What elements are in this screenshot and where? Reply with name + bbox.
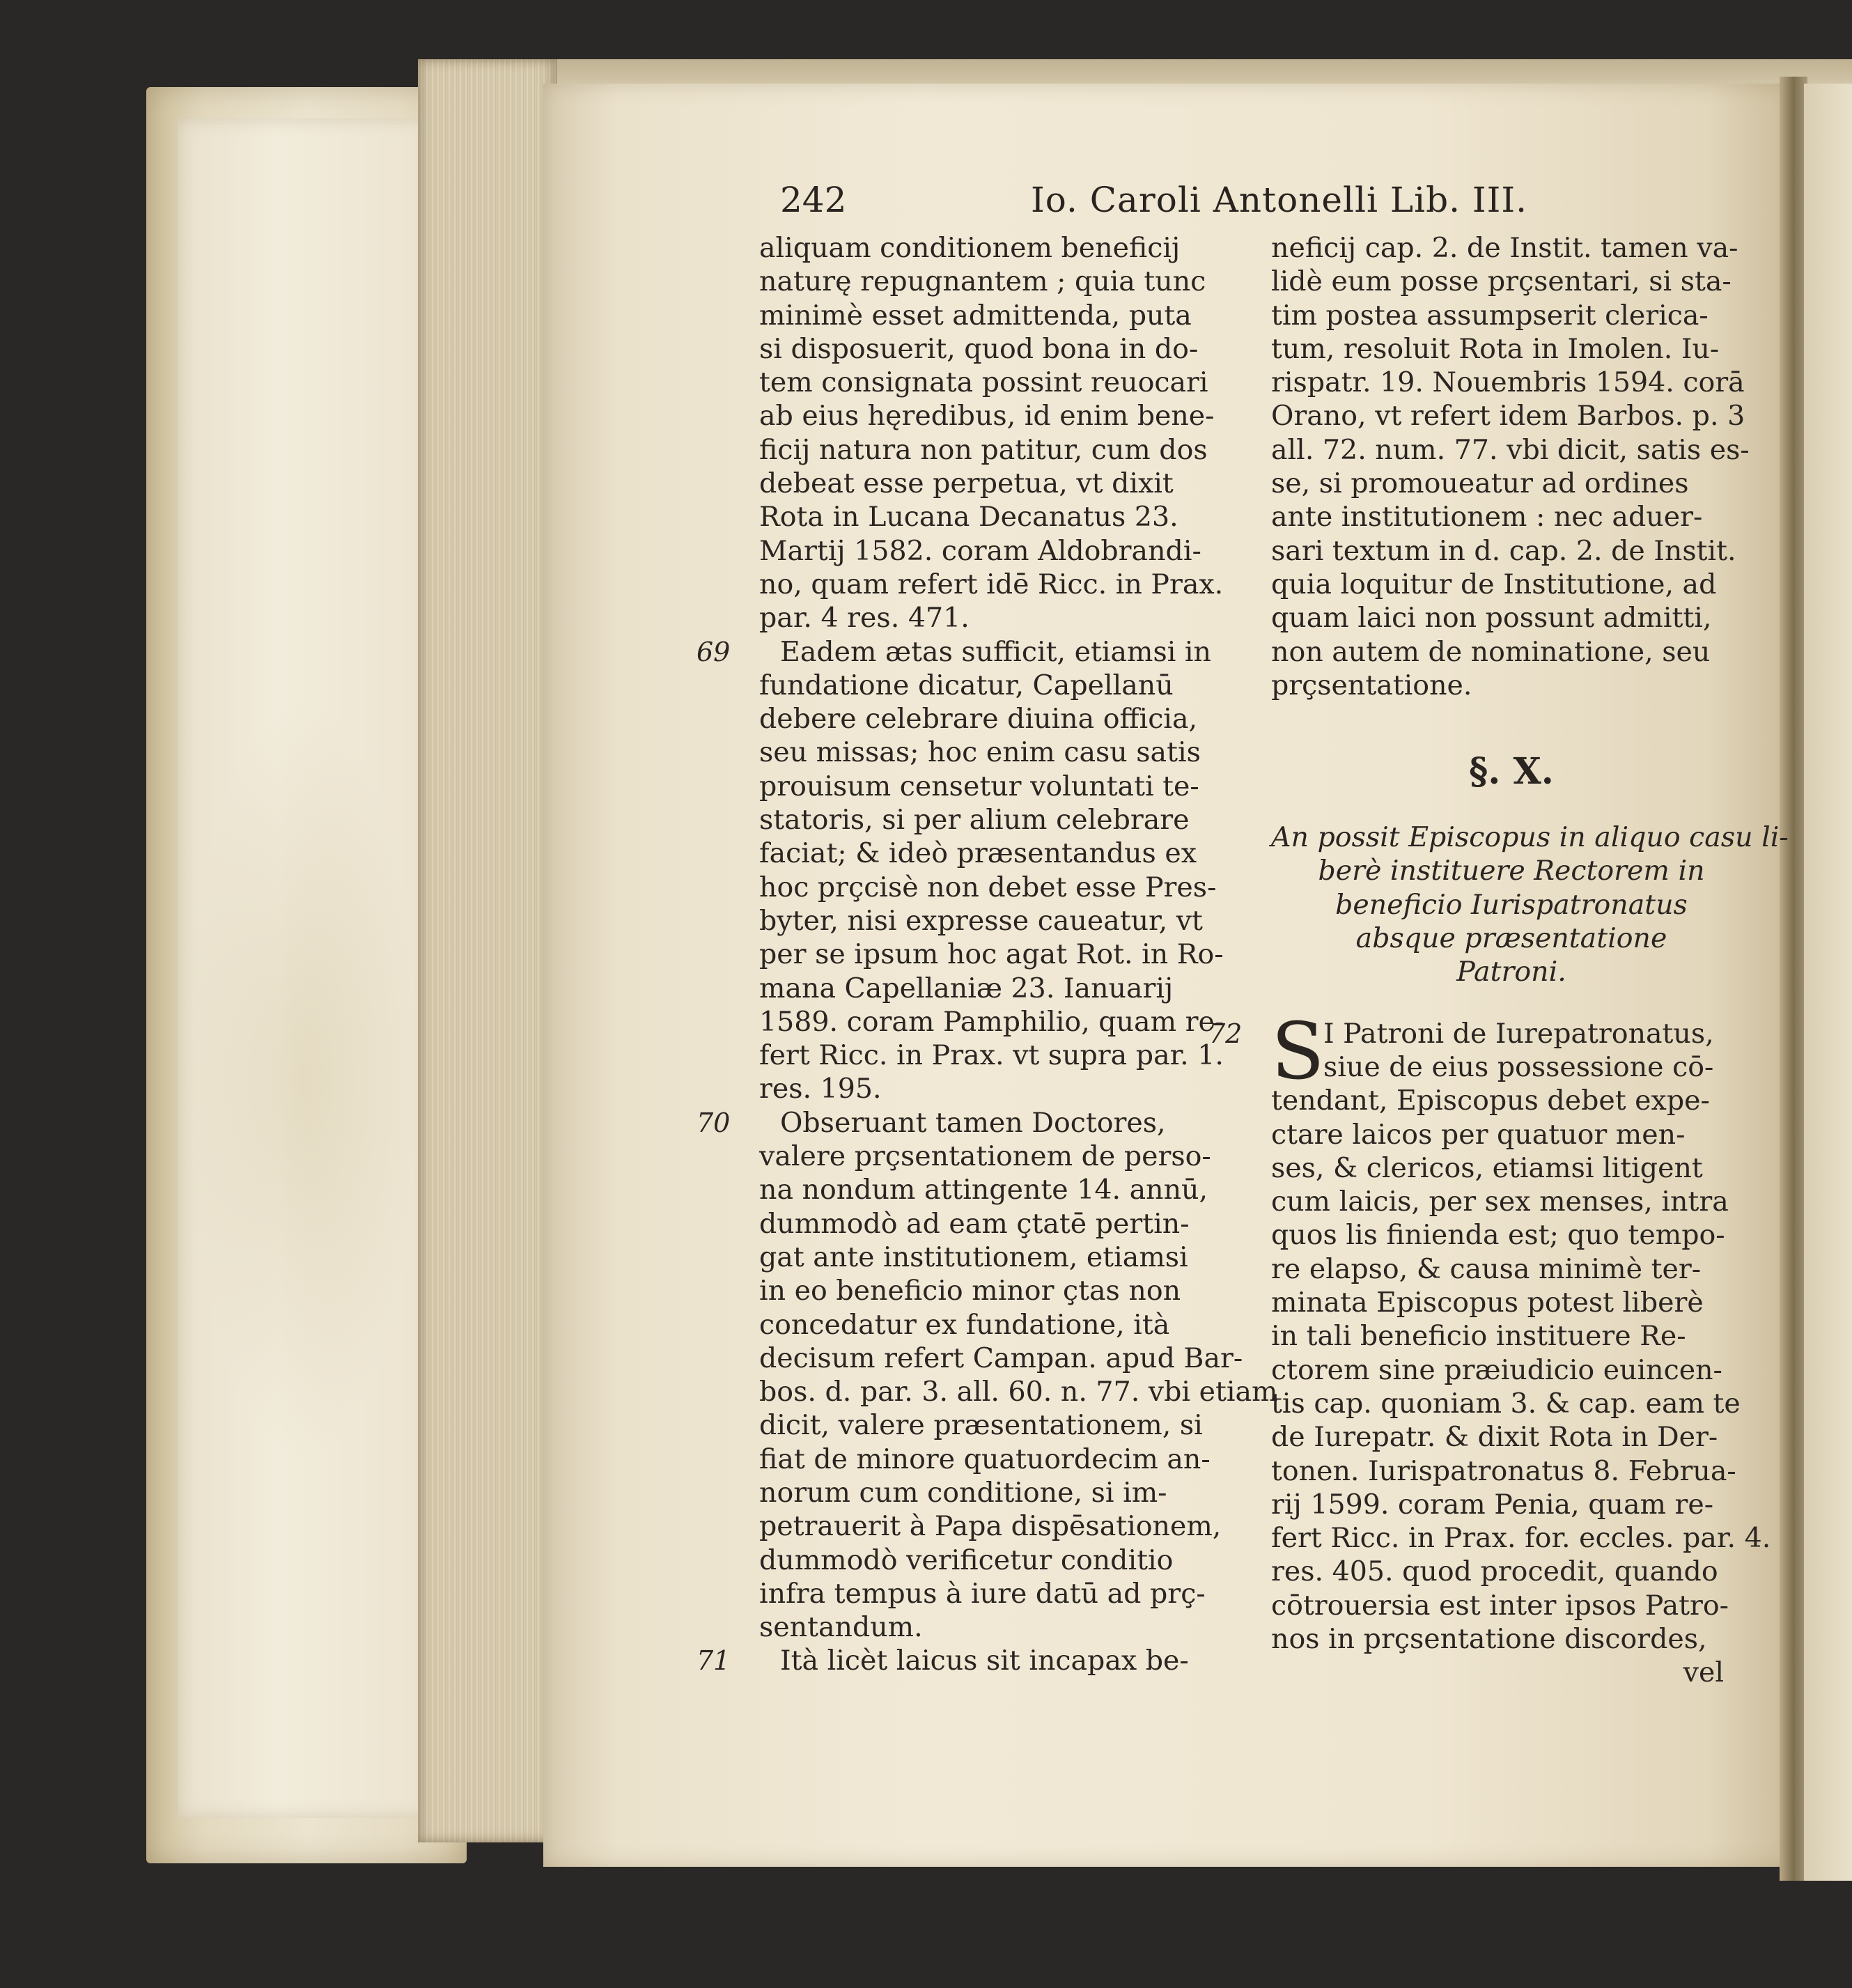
line-text: absque præsentatione	[1355, 922, 1667, 955]
text-line	[1271, 231, 1752, 265]
line-text: Ità licèt laicus sit incapax be-	[780, 1645, 1189, 1677]
line-text: rispatr. 19. Nouembris 1594. corā	[1271, 366, 1745, 399]
text-line	[1271, 568, 1752, 601]
line-text: in tali beneficio instituere Re-	[1271, 1320, 1686, 1353]
text-line	[759, 669, 1240, 702]
marginal-paragraph-number: 70	[697, 1107, 731, 1138]
line-text: re elapso, & causa minimè ter-	[1271, 1252, 1702, 1285]
text-line	[759, 265, 1240, 298]
line-text: no, quam refert idē Ricc. in Prax.	[759, 568, 1224, 600]
line-text: berè instituere Rectorem in	[1318, 855, 1705, 887]
line-text: Patroni.	[1456, 956, 1566, 988]
marginal-paragraph-number: 72	[1208, 1018, 1243, 1049]
text-line	[1271, 1118, 1752, 1151]
text-line	[1271, 854, 1752, 887]
text-line	[1271, 433, 1752, 467]
text-line	[759, 972, 1240, 1005]
running-head	[780, 180, 1644, 228]
text-line	[759, 1375, 1278, 1408]
text-line	[759, 1140, 1240, 1173]
line-text: par. 4 res. 471.	[759, 602, 970, 635]
text-line	[759, 1308, 1240, 1342]
text-line	[759, 1544, 1240, 1577]
text-line	[759, 1610, 1240, 1644]
line-text: minimè esset admittenda, puta	[759, 299, 1192, 332]
section-body	[1208, 1006, 1771, 1656]
text-line	[1271, 265, 1752, 298]
text-line	[1271, 1151, 1752, 1185]
line-text: fiat de minore quatuordecim an-	[759, 1443, 1211, 1475]
page-number: 242	[780, 180, 847, 220]
text-line	[759, 904, 1240, 938]
line-text: I Patroni de Iurepatronatus,	[1323, 1017, 1714, 1050]
line-text: Obseruant tamen Doctores,	[780, 1106, 1166, 1139]
line-text: sentandum.	[759, 1611, 923, 1644]
catchword: vel	[1683, 1656, 1724, 1689]
section-heading: §. X.	[1469, 750, 1554, 793]
line-text: ficij natura non patitur, cum dos	[759, 433, 1208, 466]
line-text: naturę repugnantem ; quia tunc	[759, 265, 1206, 298]
text-line	[759, 1408, 1240, 1442]
water-stain	[188, 697, 418, 1463]
text-line	[759, 1173, 1240, 1206]
line-text: cum laicis, per sex menses, intra	[1271, 1186, 1729, 1218]
line-text: An possit Episcopus in aliquo casu li-	[1271, 821, 1789, 854]
line-text: concedatur ex fundatione, ità	[759, 1308, 1170, 1341]
line-text: 1589. coram Pamphilio, quam re-	[759, 1005, 1224, 1038]
text-line	[1271, 955, 1752, 988]
line-text: petrauerit à Papa dispēsationem,	[759, 1510, 1222, 1543]
line-text: Rota in Lucana Decanatus 23.	[759, 501, 1178, 534]
line-text: fundatione dicatur, Capellanū	[759, 669, 1174, 701]
line-text: tis cap. quoniam 3. & cap. eam te	[1271, 1387, 1741, 1420]
line-text: ab eius hęredibus, id enim bene-	[759, 400, 1215, 433]
text-line	[759, 1476, 1240, 1509]
text-line	[1271, 1521, 1771, 1555]
line-text: norum cum conditione, si im-	[759, 1476, 1167, 1509]
text-line	[1271, 366, 1752, 399]
text-line	[759, 366, 1240, 399]
line-text: ante institutionem : nec aduer-	[1271, 501, 1703, 534]
text-line	[759, 1342, 1243, 1375]
line-text: tonen. Iurispatronatus 8. Februa-	[1271, 1454, 1736, 1487]
line-text: mana Capellaniæ 23. Ianuarij	[759, 972, 1174, 1004]
line-text: tem consignata possint reuocari	[759, 366, 1208, 399]
line-text: all. 72. num. 77. vbi dicit, satis es-	[1271, 433, 1750, 466]
text-line	[1271, 534, 1752, 568]
facing-page-edge	[1804, 84, 1852, 1881]
line-text: statoris, si per alium celebrare	[759, 804, 1190, 837]
text-line	[759, 433, 1240, 467]
text-line	[1271, 1589, 1752, 1622]
line-text: fert Ricc. in Prax. for. eccles. par. 4.	[1271, 1522, 1771, 1555]
line-text: si disposuerit, quod bona in do-	[759, 332, 1199, 365]
text-line	[759, 736, 1240, 769]
text-line	[759, 1577, 1240, 1610]
text-line	[759, 601, 1240, 635]
line-text: dummodò verificetur conditio	[759, 1544, 1174, 1576]
text-line	[759, 299, 1240, 332]
text-line	[697, 635, 1240, 669]
text-line	[1271, 1454, 1752, 1488]
line-text: non autem de nominatione, seu	[1271, 635, 1711, 668]
line-text: byter, nisi expresse caueatur, vt	[759, 904, 1203, 937]
line-text: gat ante institutionem, etiamsi	[759, 1241, 1188, 1273]
left-column	[697, 231, 1278, 1678]
spine-gutter	[1780, 77, 1807, 1881]
text-line	[759, 231, 1240, 265]
text-line	[759, 837, 1240, 870]
line-text: res. 195.	[759, 1073, 882, 1105]
text-line	[1271, 299, 1752, 332]
right-column-top-text	[1271, 231, 1752, 702]
drop-capital: S	[1271, 1006, 1325, 1097]
line-text: ses, & clericos, etiamsi litigent	[1271, 1151, 1703, 1184]
text-line	[759, 1274, 1240, 1307]
text-line	[1271, 1353, 1752, 1387]
line-text: Orano, vt refert idem Barbos. p. 3	[1271, 400, 1745, 433]
line-text: Martij 1582. coram Aldobrandi-	[759, 534, 1201, 567]
text-line	[1271, 1488, 1752, 1521]
line-text: na nondum attingente 14. annū,	[759, 1174, 1208, 1206]
line-text: decisum refert Campan. apud Bar-	[759, 1342, 1243, 1374]
line-text: dicit, valere præsentationem, si	[759, 1409, 1203, 1442]
line-text: rij 1599. coram Penia, quam re-	[1271, 1488, 1714, 1521]
line-text: res. 405. quod procedit, quando	[1271, 1555, 1718, 1588]
line-text: bos. d. par. 3. all. 60. n. 77. vbi etiam	[759, 1376, 1278, 1408]
text-line	[1271, 1622, 1752, 1656]
text-line	[1271, 922, 1752, 955]
line-text: dummodò ad eam çtatē pertin-	[759, 1207, 1190, 1240]
line-text: valere prçsentationem de perso-	[759, 1140, 1211, 1173]
line-text: aliquam conditionem beneficij	[759, 232, 1181, 264]
text-line	[697, 1644, 1240, 1677]
line-text: seu missas; hoc enim casu satis	[759, 736, 1201, 769]
line-text: quam laici non possunt admitti,	[1271, 602, 1712, 635]
line-text: prçsentatione.	[1271, 669, 1472, 701]
text-line	[1271, 601, 1752, 635]
line-text: faciat; & ideò præsentandus ex	[759, 837, 1197, 870]
text-line	[759, 702, 1240, 736]
line-text: ctorem sine præiudicio euincen-	[1271, 1353, 1722, 1386]
text-line	[1271, 888, 1752, 922]
page-block-edges	[418, 59, 557, 1842]
line-text: cōtrouersia est inter ipsos Patro-	[1271, 1589, 1729, 1622]
line-text: quos lis finienda est; quo tempo-	[1271, 1219, 1725, 1252]
text-line	[697, 1106, 1240, 1140]
text-line	[1271, 1555, 1752, 1588]
line-text: fert Ricc. in Prax. vt supra par. 1.	[759, 1039, 1224, 1072]
line-text: per se ipsum hoc agat Rot. in Ro-	[759, 938, 1224, 971]
text-line	[1271, 1420, 1752, 1454]
line-text: quia loquitur de Institutione, ad	[1271, 568, 1717, 600]
line-text: sari textum in d. cap. 2. de Instit.	[1271, 534, 1736, 567]
line-text: tendant, Episcopus debet expe-	[1271, 1085, 1710, 1117]
line-text: in eo beneficio minor çtas non	[759, 1275, 1181, 1307]
text-line	[759, 1039, 1240, 1072]
text-line	[759, 871, 1240, 904]
running-title: Io. Caroli Antonelli Lib. III.	[1031, 180, 1528, 220]
line-text: neficij cap. 2. de Instit. tamen va-	[1271, 232, 1738, 264]
line-text: de Iurepatr. & dixit Rota in Der-	[1271, 1421, 1718, 1454]
text-line	[759, 332, 1240, 366]
text-line	[759, 938, 1240, 971]
marginal-paragraph-number: 69	[697, 636, 731, 667]
line-text: prouisum censetur voluntati te-	[759, 770, 1199, 802]
line-text: infra tempus à iure datū ad prç-	[759, 1577, 1206, 1610]
text-line	[759, 500, 1240, 534]
line-text: lidè eum posse prçsentari, si sta-	[1271, 265, 1732, 298]
text-line	[1271, 467, 1752, 500]
line-text: tum, resoluit Rota in Imolen. Iu-	[1271, 332, 1720, 365]
text-line	[759, 1509, 1240, 1543]
text-line	[759, 467, 1240, 500]
marginal-paragraph-number: 71	[697, 1645, 731, 1677]
text-line	[1271, 1084, 1752, 1117]
text-line	[1271, 1185, 1752, 1218]
text-line	[1271, 332, 1752, 366]
line-text: tim postea assumpserit clerica-	[1271, 299, 1709, 332]
line-text: beneficio Iurispatronatus	[1335, 888, 1688, 921]
section-summary	[1271, 821, 1789, 988]
text-line	[1271, 1286, 1752, 1319]
line-text: siue de eius possessione cō-	[1323, 1050, 1714, 1083]
line-text: minata Episcopus potest liberè	[1271, 1287, 1704, 1319]
line-text: ctare laicos per quatuor men-	[1271, 1118, 1686, 1151]
text-line	[1271, 669, 1752, 702]
line-text: debeat esse perpetua, vt dixit	[759, 467, 1174, 500]
text-line	[759, 1207, 1240, 1241]
line-text: nos in prçsentatione discordes,	[1271, 1622, 1707, 1655]
text-line	[1271, 635, 1752, 669]
text-line	[1271, 1387, 1752, 1420]
right-column	[1208, 231, 1789, 1690]
line-text: se, si promoueatur ad ordines	[1271, 467, 1689, 500]
line-text: debere celebrare diuina officia,	[759, 703, 1198, 736]
text-line	[759, 1005, 1240, 1039]
text-line	[1271, 500, 1752, 534]
text-line	[759, 1241, 1240, 1274]
text-line	[1271, 1218, 1752, 1252]
text-line	[759, 1072, 1240, 1105]
text-line	[1271, 1319, 1752, 1353]
text-line	[759, 568, 1240, 601]
text-line	[1271, 1252, 1752, 1286]
text-line	[759, 803, 1240, 837]
text-line	[1271, 399, 1752, 433]
line-text: hoc prçcisè non debet esse Pres-	[759, 871, 1217, 903]
text-line	[1271, 821, 1789, 854]
text-line	[1271, 1050, 1752, 1084]
text-line	[759, 770, 1240, 803]
line-text: Eadem ætas sufficit, etiamsi in	[780, 635, 1212, 668]
text-line	[759, 399, 1240, 433]
text-line	[759, 1443, 1240, 1476]
text-line	[759, 534, 1240, 568]
